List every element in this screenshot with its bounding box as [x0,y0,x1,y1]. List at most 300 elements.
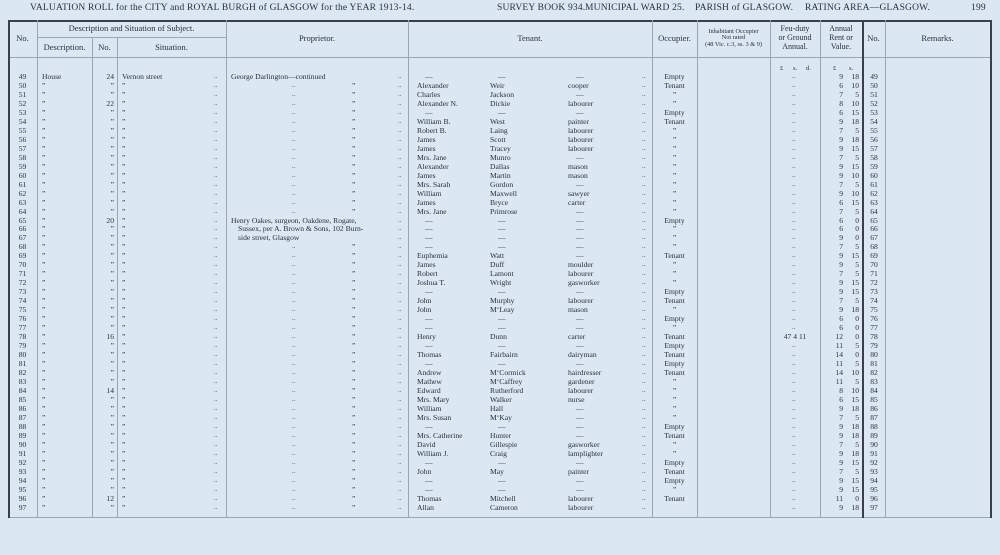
tenant-surname: Laing [490,125,508,135]
roll-title: VALUATION ROLL for the CITY and ROYAL BURGH of GLASGOW for the YEAR 1913-14. [30,3,415,13]
leader-dots: .. [292,359,296,368]
leader-dots: .. [792,269,796,278]
proprietor: ” [352,376,356,386]
row-no-right: 57 [870,143,878,153]
row-no-right: 93 [870,466,878,476]
rent-pounds: 7 [839,242,843,252]
leader-dots: .. [642,376,646,385]
survey-book: SURVEY BOOK 934. [497,3,586,13]
leader-dots: .. [792,493,796,502]
leader-dots: .. [214,269,218,278]
leader-dots: .. [292,251,296,260]
row-no: 76 [18,314,27,324]
leader-dots: .. [398,448,402,457]
house-no: ” [110,502,114,512]
tenant-occupation: — [576,403,584,413]
proprietor: ” [352,269,356,279]
row-no: 68 [18,242,27,252]
leader-dots: .. [292,466,296,475]
rent-pounds: 9 [839,72,843,81]
row-no: 87 [18,412,27,422]
rent-shillings: 5 [855,359,859,369]
leader-dots: .. [214,385,218,394]
occupier-status: ” [672,179,677,189]
row-no: 70 [18,260,27,270]
tenant-first-name: James [417,197,436,207]
row-no: 59 [18,161,27,171]
rent-pounds: 6 [839,314,843,324]
table-row [0,251,1000,260]
leader-dots: .. [642,278,646,287]
leader-dots: .. [642,332,646,341]
leader-dots: .. [292,403,296,412]
tenant-first-name: William B. [417,116,451,126]
leader-dots: .. [214,305,218,314]
row-no-right: 75 [870,305,878,315]
row-no: 77 [18,323,27,333]
col-annual-line: Rent or [829,33,853,43]
tenant-occupation: — [576,233,584,243]
leader-dots: .. [792,475,796,484]
leader-dots: .. [792,350,796,359]
row-no: 58 [18,152,27,162]
proprietor: ” [352,296,356,306]
row-no: 93 [18,466,27,476]
leader-dots: .. [214,260,218,269]
col-group-description: Description and Situation of Subject. [68,23,195,34]
occupier-status: Tenant [664,493,685,503]
tenant-occupation: labourer [568,269,594,279]
row-no: 54 [18,116,27,126]
row-no-right: 50 [870,80,878,90]
leader-dots: .. [398,466,402,475]
leader-dots: .. [398,116,402,125]
rent-shillings: 15 [851,251,859,261]
proprietor: ” [352,134,356,144]
description: ” [42,376,46,386]
leader-dots: .. [292,350,296,359]
tenant-occupation: painter [568,116,590,126]
row-no: 75 [18,305,27,315]
tenant-surname: Scott [490,134,506,144]
rent-shillings: 5 [855,296,859,306]
description: ” [42,385,46,395]
occupier-status: Empty [664,359,685,369]
leader-dots: .. [292,197,296,206]
tenant-first-name: Mrs. Susan [417,412,452,422]
rent-pounds: 9 [839,161,843,171]
tenant-surname: Walker [490,394,512,404]
tenant-surname: Primrose [490,206,518,216]
house-no: ” [110,341,114,351]
leader-dots: .. [642,430,646,439]
leader-dots: .. [398,278,402,287]
leader-dots: .. [642,368,646,376]
rent-shillings: 0 [855,323,859,333]
rent-shillings: 10 [851,368,859,377]
col-annual-line: Annual [829,24,853,34]
row-no-right: 82 [870,368,878,377]
house-no: ” [110,269,114,279]
occupier-status: Tenant [664,430,685,440]
situation: ” [122,493,126,503]
situation: ” [122,394,126,404]
situation: ” [122,430,126,440]
rent-pounds: 9 [839,287,843,297]
row-no: 95 [18,484,27,494]
rent-pounds: 9 [839,475,843,485]
rent-pounds: 7 [839,206,843,216]
leader-dots: .. [292,457,296,466]
description: ” [42,439,46,449]
situation: ” [122,403,126,413]
row-no: 53 [18,107,27,117]
leader-dots: .. [292,475,296,484]
house-no: ” [110,107,114,117]
rent-pounds: 7 [839,152,843,162]
house-no: ” [110,296,114,306]
description: ” [42,314,46,324]
leader-dots: .. [398,143,402,152]
tenant-surname: Mitchell [490,493,516,503]
row-no-right: 81 [870,359,878,369]
rent-pounds: 9 [839,188,843,198]
row-no: 74 [18,296,27,306]
occupier-status: ” [672,125,677,135]
situation: ” [122,251,126,261]
col-remarks: Remarks. [921,33,954,44]
house-no: ” [110,224,114,234]
tenant-occupation: gardener [568,376,595,386]
tenant-occupation: — [576,107,584,117]
description: ” [42,260,46,270]
rent-pounds: 9 [839,170,843,180]
description: ” [42,493,46,503]
proprietor: ” [352,493,356,503]
rent-shillings: 18 [851,72,859,81]
rent-pounds: 8 [839,385,843,395]
situation: ” [122,350,126,360]
leader-dots: .. [792,224,796,233]
tenant-first-name: William [417,403,442,413]
rent-pounds: 8 [839,98,843,108]
leader-dots: .. [792,484,796,493]
leader-dots: .. [398,296,402,305]
rent-pounds: 7 [839,466,843,476]
rent-pounds: 6 [839,107,843,117]
table-row [0,287,1000,296]
tenant-surname: Cameron [490,502,518,512]
proprietor: ” [352,89,356,99]
leader-dots: .. [642,350,646,359]
leader-dots: .. [398,260,402,269]
feu-pound-unit: £ [780,65,784,72]
leader-dots: .. [214,439,218,448]
occupier-status: Empty [664,314,685,324]
row-no: 61 [18,179,27,189]
occupier-status: ” [672,394,677,404]
tenant-occupation: gasworker [568,278,600,288]
row-no-right: 83 [870,376,878,386]
leader-dots: .. [214,215,218,224]
leader-dots: .. [214,368,218,376]
row-no: 80 [18,350,27,360]
leader-dots: .. [792,412,796,421]
tenant-occupation: labourer [568,125,594,135]
rent-pounds: 9 [839,430,843,440]
situation: ” [122,242,126,252]
table-row [0,413,1000,422]
leader-dots: .. [292,439,296,448]
description: ” [42,134,46,144]
leader-dots: .. [214,224,218,233]
tenant-surname: — [498,457,506,467]
tenant-surname: Jackson [490,89,515,99]
house-no: ” [110,475,114,485]
house-no: ” [110,161,114,171]
rent-shillings: 15 [851,457,859,467]
table-row [0,162,1000,171]
rent-shillings: 15 [851,475,859,485]
proprietor: ” [352,430,356,440]
occupier-status: ” [672,269,677,279]
leader-dots: .. [642,152,646,161]
rent-shillings: 5 [855,179,859,189]
row-no-right: 84 [870,385,878,395]
leader-dots: .. [214,116,218,125]
description: ” [42,179,46,189]
tenant-occupation: nurse [568,394,585,404]
leader-dots: .. [292,143,296,152]
table-row [0,99,1000,108]
situation: ” [122,385,126,395]
leader-dots: .. [792,430,796,439]
rent-shillings: 15 [851,287,859,297]
situation: ” [122,206,126,216]
table-row [0,467,1000,476]
occupier-status: Empty [664,341,685,351]
table-row [0,296,1000,305]
tenant-surname: Watt [490,251,505,261]
rent-pounds: 9 [839,260,843,270]
leader-dots: .. [792,161,796,170]
proprietor: ” [352,305,356,315]
rent-pounds: 11 [835,341,843,351]
house-no: 20 [106,215,114,225]
tenant-surname: Hall [490,403,504,413]
leader-dots: .. [214,412,218,421]
occupier-status: ” [672,188,677,198]
leader-dots: .. [214,502,218,511]
tenant-occupation: painter [568,466,590,476]
row-no-right: 53 [870,107,878,117]
house-no: ” [110,412,114,422]
leader-dots: .. [398,179,402,188]
row-no-right: 95 [870,484,878,494]
tenant-first-name: — [425,484,433,494]
occupier-status: ” [672,152,677,162]
description: ” [42,287,46,297]
tenant-first-name: James [417,170,436,180]
situation: ” [122,215,126,225]
leader-dots: .. [398,224,402,233]
row-no-right: 89 [870,430,878,440]
tenant-occupation: — [576,484,584,494]
tenant-surname: Hunter [490,430,512,440]
table-row [0,332,1000,341]
tenant-first-name: — [425,475,433,485]
leader-dots: .. [642,134,646,143]
house-no: ” [110,116,114,126]
rent-shillings: 5 [855,260,859,270]
leader-dots: .. [214,233,218,242]
leader-dots: .. [398,376,402,385]
rent-shillings: 5 [855,242,859,252]
tenant-first-name: Euphemia [417,251,448,261]
rent-shillings: 15 [851,394,859,404]
rent-shillings: 5 [855,341,859,351]
leader-dots: .. [398,430,402,439]
leader-dots: .. [398,305,402,314]
rent-shillings: 0 [855,493,859,503]
table-row [0,494,1000,503]
table-row [0,314,1000,323]
house-no: ” [110,80,114,90]
house-no: ” [110,421,114,431]
rent-shillings: 0 [855,215,859,225]
description: ” [42,98,46,108]
leader-dots: .. [292,323,296,332]
leader-dots: .. [792,278,796,287]
rent-shillings: 5 [855,125,859,135]
leader-dots: .. [398,89,402,98]
leader-dots: .. [792,251,796,260]
row-no: 78 [18,332,27,342]
rent-shillings: 10 [851,80,859,90]
leader-dots: .. [642,179,646,188]
tenant-surname: Gordon [490,179,514,189]
tenant-first-name: James [417,260,436,270]
rent-pounds: 11 [835,359,843,369]
table-row [0,189,1000,198]
tenant-first-name: — [425,323,433,333]
proprietor: ” [352,143,356,153]
leader-dots: .. [398,269,402,278]
leader-dots: .. [214,98,218,107]
situation: ” [122,98,126,108]
occupier-status: ” [672,170,677,180]
leader-dots: .. [214,251,218,260]
situation: ” [122,233,126,243]
row-no-right: 67 [870,233,878,243]
leader-dots: .. [792,323,796,332]
leader-dots: .. [642,287,646,296]
tenant-surname: — [498,475,506,485]
leader-dots: .. [398,215,402,224]
row-no-right: 73 [870,287,878,297]
tenant-first-name: James [417,143,436,153]
leader-dots: .. [292,305,296,314]
row-no: 56 [18,134,27,144]
proprietor: ” [352,197,356,207]
leader-dots: .. [292,332,296,341]
rent-shillings: 5 [855,206,859,216]
leader-dots: .. [792,466,796,475]
situation: ” [122,475,126,485]
col-inhabitant-line: Not rated [721,34,746,42]
tenant-occupation: carter [568,332,586,342]
table-row [0,305,1000,314]
rent-shillings: 5 [855,269,859,279]
description: ” [42,188,46,198]
table-row [0,242,1000,251]
row-no: 51 [18,89,27,99]
leader-dots: .. [214,143,218,152]
leader-dots: .. [398,403,402,412]
occupier-status: ” [672,323,677,333]
leader-dots: .. [792,170,796,179]
rent-pounds: 9 [839,421,843,431]
col-feu-line: or Ground [778,33,812,43]
row-no-right: 54 [870,116,878,126]
proprietor: ” [352,421,356,431]
table-row [0,198,1000,207]
leader-dots: .. [398,134,402,143]
proprietor: ” [352,403,356,413]
tenant-first-name: Henry [417,332,436,342]
row-no: 66 [18,224,27,234]
row-no-right: 55 [870,125,878,135]
tenant-surname: Bryce [490,197,509,207]
proprietor: ” [352,368,356,377]
house-no: ” [110,314,114,324]
row-no: 60 [18,170,27,180]
row-no: 85 [18,394,27,404]
house-no: ” [110,457,114,467]
row-no-right: 71 [870,269,878,279]
leader-dots: .. [642,314,646,323]
rent-shillings: 18 [851,305,859,315]
description: ” [42,251,46,261]
leader-dots: .. [642,233,646,242]
leader-dots: .. [642,215,646,224]
rent-shillings: 10 [851,385,859,395]
description: ” [42,80,46,90]
leader-dots: .. [398,206,402,215]
situation: ” [122,143,126,153]
proprietor: ” [352,314,356,324]
tenant-surname: M‘Kay [490,412,512,422]
proprietor: ” [352,251,356,261]
tenant-occupation: — [576,152,584,162]
row-no-right: 64 [870,206,878,216]
tenant-first-name: Robert B. [417,125,447,135]
tenant-surname: Fairbairn [490,350,518,360]
occupier-status: ” [672,278,677,288]
row-no-right: 76 [870,314,878,324]
description: ” [42,233,46,243]
tenant-occupation: carter [568,197,586,207]
leader-dots: .. [792,134,796,143]
leader-dots: .. [398,412,402,421]
leader-dots: .. [398,197,402,206]
house-no: ” [110,323,114,333]
tenant-surname: — [498,314,506,324]
tenant-first-name: Mrs. Jane [417,152,447,162]
tenant-first-name: — [425,287,433,297]
rent-shillings: 18 [851,403,859,413]
house-no: ” [110,125,114,135]
